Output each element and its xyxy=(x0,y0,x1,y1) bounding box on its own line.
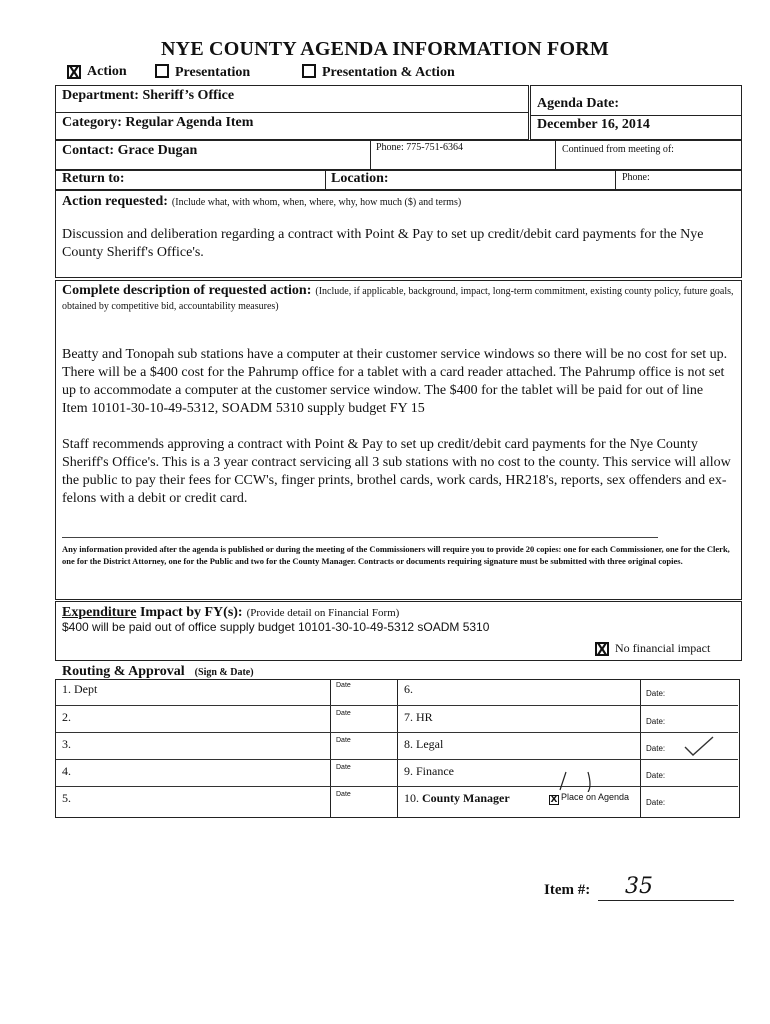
presentation-checkbox[interactable] xyxy=(155,64,169,78)
action-requested-hint: (Include what, with whom, when, where, why, how much ($) and terms) xyxy=(171,197,462,208)
option-action[interactable] xyxy=(67,64,127,80)
agenda-date-label: Agenda Date: xyxy=(537,96,620,111)
department-field[interactable]: Department: Sheriff’s Office xyxy=(62,88,235,103)
date-label: Date xyxy=(336,764,351,771)
date-label-right: Date: xyxy=(646,798,666,807)
routing-left-label[interactable]: 5. xyxy=(62,791,71,805)
place-on-agenda[interactable] xyxy=(549,792,629,819)
option-action-label: Action xyxy=(87,64,127,79)
date-label-right: Date: xyxy=(646,744,666,753)
no-financial-impact[interactable] xyxy=(595,641,710,656)
routing-row xyxy=(56,679,738,706)
description-para1[interactable]: Beatty and Tonopah sub stations have a computer at their customer service windows so there will be no cost for set up. There will be a $400 cost for the Pahrump office for a tablet with a card reader attached. The Pahrump office is not set up to accommodate a computer at the customer service window. The $400 for the tablet will be paid for out of line Item 10101-30-10-49-5312, SOADM 5310 supply budget FY 15 xyxy=(62,347,728,416)
description-para2[interactable]: Staff recommends approving a contract with Point & Pay to set up credit/debit card payments for the Nye County Sheriff's Office's. This is a 3 year contract servicing all 3 sub stations with no cost to the county. This service will allow the public to pay their fees for CCW's, finger prints, brothel cards, work cards, HR218's, reports, sex offenders and ex-felons with a debit or credit card. xyxy=(62,437,731,506)
item-label: Item #: xyxy=(544,882,591,898)
signature-line xyxy=(62,537,658,538)
routing-right-label[interactable]: 9. Finance xyxy=(404,764,454,778)
routing-hint: (Sign & Date) xyxy=(194,667,254,678)
routing-left-label[interactable]: 3. xyxy=(62,737,71,751)
item-line xyxy=(598,900,734,901)
expenditure-text[interactable]: $400 will be paid out of office supply budget 10101-30-10-49-5312 sOADM 5310 xyxy=(62,620,490,634)
routing-left-label[interactable]: 4. xyxy=(62,764,71,778)
divider xyxy=(615,170,616,190)
option-presentation-label: Presentation xyxy=(175,65,251,80)
routing-right-label[interactable] xyxy=(404,791,510,818)
date-label-right: Date: xyxy=(646,717,666,726)
action-checkbox[interactable]: X xyxy=(69,66,80,81)
location-field[interactable]: Location: xyxy=(331,171,389,186)
routing-row xyxy=(56,787,738,814)
date-label-right: Date: xyxy=(646,771,666,780)
action-requested-text[interactable]: Discussion and deliberation regarding a contract with Point & Pay to set up credit/debit card payments for the Nye County Sheriff's Office's. xyxy=(62,227,704,260)
routing-left-label[interactable]: 1. Dept xyxy=(62,682,98,696)
option-presentation[interactable] xyxy=(155,64,250,81)
presentation-action-checkbox[interactable] xyxy=(302,64,316,78)
expenditure-hint: (Provide detail on Financial Form) xyxy=(246,607,400,619)
divider xyxy=(370,140,371,170)
no-impact-checkbox[interactable]: X xyxy=(597,643,608,658)
category-field[interactable]: Category: Regular Agenda Item xyxy=(62,115,254,130)
routing-right-label[interactable]: 7. HR xyxy=(404,710,433,724)
expenditure-header xyxy=(62,603,399,621)
date-label: Date xyxy=(336,737,351,744)
description-header xyxy=(62,283,734,313)
date-label: Date xyxy=(336,710,351,717)
phone2-field[interactable]: Phone: xyxy=(622,172,650,183)
phone-field[interactable]: Phone: 775-751-6364 xyxy=(376,142,463,153)
action-requested-label: Action requested: xyxy=(62,194,168,209)
divider xyxy=(55,112,529,113)
routing-row xyxy=(56,733,738,760)
divider xyxy=(530,115,742,116)
place-on-agenda-label: Place on Agenda xyxy=(561,792,630,802)
routing-header xyxy=(62,662,254,680)
routing-left-label[interactable]: 2. xyxy=(62,710,71,724)
description-hint: (Include, if applicable, background, impact, long-term commitment, existing county policy, future goals, obtained by competitive bid, accountability measures) xyxy=(62,286,734,312)
expenditure-label-underlined: Expenditure xyxy=(62,605,137,620)
divider xyxy=(325,170,326,190)
agenda-date-value[interactable]: December 16, 2014 xyxy=(537,117,650,132)
county-manager-label: County Manager xyxy=(422,791,510,805)
item-number[interactable]: 35 xyxy=(625,874,653,899)
county-manager-number: 10. xyxy=(404,791,422,805)
option-presentation-action[interactable] xyxy=(302,64,455,81)
routing-right-label[interactable]: 6. xyxy=(404,682,413,696)
return-to-field[interactable]: Return to: xyxy=(62,171,125,186)
routing-right-label[interactable]: 8. Legal xyxy=(404,737,444,751)
date-label: Date xyxy=(336,791,351,798)
notice-text: Any information provided after the agenda is published or during the meeting of the Commissioners will require you to provide 20 copies: one for each Commissioner, one for the Clerk, one for the District Attorney, one for the Public and two for the County Manager. Contracts or documents requiring signature must be submitted with three original copies. xyxy=(62,544,730,566)
option-presentation-action-label: Presentation & Action xyxy=(322,65,455,80)
checkmark-icon xyxy=(681,735,717,759)
continued-field[interactable]: Continued from meeting of: xyxy=(562,144,674,155)
action-requested-header xyxy=(62,192,461,210)
routing-title: Routing & Approval xyxy=(62,664,185,679)
date-label: Date xyxy=(336,682,351,689)
form-title: NYE COUNTY AGENDA INFORMATION FORM xyxy=(161,38,609,60)
contact-field[interactable]: Contact: Grace Dugan xyxy=(62,143,198,158)
routing-row xyxy=(56,706,738,733)
divider xyxy=(555,140,556,170)
expenditure-label: Impact by FY(s): xyxy=(136,605,243,620)
routing-row xyxy=(56,760,738,787)
place-on-agenda-checkbox[interactable]: X xyxy=(550,795,558,805)
no-impact-label: No financial impact xyxy=(615,641,711,655)
date-label-right: Date: xyxy=(646,689,666,698)
description-label: Complete description of requested action: xyxy=(62,283,312,298)
